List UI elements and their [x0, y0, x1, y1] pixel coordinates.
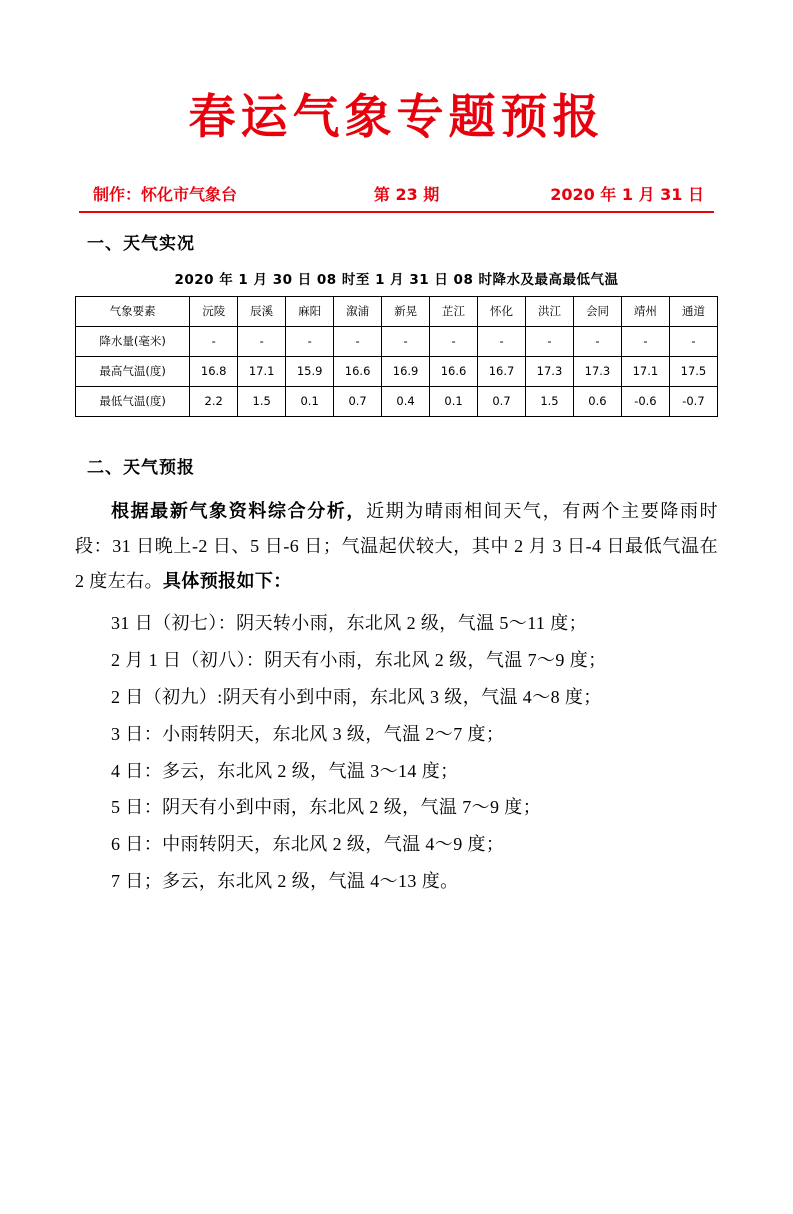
table-column-header: 洪江: [526, 296, 574, 326]
table-cell: 16.9: [382, 356, 430, 386]
table-column-header: 溆浦: [334, 296, 382, 326]
list-item: 5 日：阴天有小到中雨，东北风 2 级，气温 7～9 度；: [111, 797, 542, 818]
table-cell: 16.6: [430, 356, 478, 386]
table-cell: 0.4: [382, 386, 430, 416]
table-cell: -: [190, 326, 238, 356]
table-row-label: 降水量(毫米): [76, 326, 190, 356]
table-cell: -: [382, 326, 430, 356]
table-column-header: 芷江: [430, 296, 478, 326]
table-row-label: 最低气温(度): [76, 386, 190, 416]
table-cell: 17.1: [238, 356, 286, 386]
forecast-day-list: [75, 605, 718, 900]
table-header-row: [76, 296, 718, 326]
table-column-header: 会同: [573, 296, 621, 326]
table-row: [76, 386, 718, 416]
list-item: 2 日（初九）:阴天有小到中雨，东北风 3 级，气温 4～8 度；: [111, 686, 602, 707]
table-cell: 17.5: [669, 356, 717, 386]
table-cell: -: [238, 326, 286, 356]
forecast-intro-tail: 具体预报如下：: [162, 570, 292, 591]
meta-issue-number: 第 23 期: [373, 184, 440, 204]
document-page: [0, 92, 793, 1214]
table-cell: 17.3: [526, 356, 574, 386]
table-row: [76, 326, 718, 356]
table-cell: -: [669, 326, 717, 356]
table-row: [76, 356, 718, 386]
table-cell: 0.6: [573, 386, 621, 416]
meta-date: 2020 年 1 月 31 日: [550, 184, 704, 204]
table-cell: -: [621, 326, 669, 356]
table-cell: 15.9: [286, 356, 334, 386]
table-cell: 0.1: [430, 386, 478, 416]
table-column-header: 沅陵: [190, 296, 238, 326]
table-cell: 17.1: [621, 356, 669, 386]
section-heading-observation: 一、天气实况: [87, 233, 195, 254]
table-column-header: 新晃: [382, 296, 430, 326]
forecast-intro-paragraph: [75, 494, 718, 599]
table-caption: 2020 年 1 月 30 日 08 时至 1 月 31 日 08 时降水及最高最低气温: [174, 271, 619, 288]
table-cell: -: [286, 326, 334, 356]
table-row-label: 最高气温(度): [76, 356, 190, 386]
list-item: 7 日；多云，东北风 2 级，气温 4～13 度。: [111, 871, 459, 892]
table-cell: -0.6: [621, 386, 669, 416]
list-item: 2 月 1 日（初八）：阴天有小雨，东北风 2 级，气温 7～9 度；: [111, 649, 607, 670]
list-item: 3 日：小雨转阴天，东北风 3 级，气温 2～7 度；: [111, 723, 505, 744]
document-meta-row: [79, 182, 714, 211]
table-cell: 0.1: [286, 386, 334, 416]
weather-observation-table: [75, 296, 718, 417]
table-cell: -: [573, 326, 621, 356]
table-cell: 16.8: [190, 356, 238, 386]
table-cell: 1.5: [238, 386, 286, 416]
table-cell: 0.7: [334, 386, 382, 416]
table-cell: 16.6: [334, 356, 382, 386]
table-column-header: 通道: [669, 296, 717, 326]
list-item: 31 日（初七）：阴天转小雨，东北风 2 级，气温 5～11 度；: [111, 612, 588, 633]
table-column-header: 辰溪: [238, 296, 286, 326]
title-divider: [79, 182, 714, 213]
section-heading-forecast: 二、天气预报: [87, 457, 195, 478]
table-column-header: 怀化: [478, 296, 526, 326]
observation-table-block: [75, 268, 718, 417]
table-cell: -: [334, 326, 382, 356]
table-cell: 2.2: [190, 386, 238, 416]
page-title: 春运气象专题预报: [188, 90, 605, 145]
table-cell: -: [526, 326, 574, 356]
table-column-header: 麻阳: [286, 296, 334, 326]
table-cell: -: [478, 326, 526, 356]
table-cell: -0.7: [669, 386, 717, 416]
table-cell: 0.7: [478, 386, 526, 416]
table-cell: 1.5: [526, 386, 574, 416]
table-cell: -: [430, 326, 478, 356]
meta-producer: 制作：怀化市气象台: [93, 184, 238, 204]
forecast-intro-body: 近期为晴雨相间天气，有两个主要降雨时段：31 日晚上-2 日、5 日-6 日；气温起伏较大，其中 2 月 3 日-4 日最低气温在 2 度左右。: [75, 500, 718, 591]
list-item: 6 日：中雨转阴天，东北风 2 级，气温 4～9 度；: [111, 834, 505, 855]
forecast-intro-lead: 根据最新气象资料综合分析，: [111, 500, 367, 521]
table-cell: 16.7: [478, 356, 526, 386]
table-column-header: 靖州: [621, 296, 669, 326]
list-item: 4 日：多云，东北风 2 级，气温 3～14 度；: [111, 760, 459, 781]
table-column-header: 气象要素: [76, 296, 190, 326]
table-cell: 17.3: [573, 356, 621, 386]
